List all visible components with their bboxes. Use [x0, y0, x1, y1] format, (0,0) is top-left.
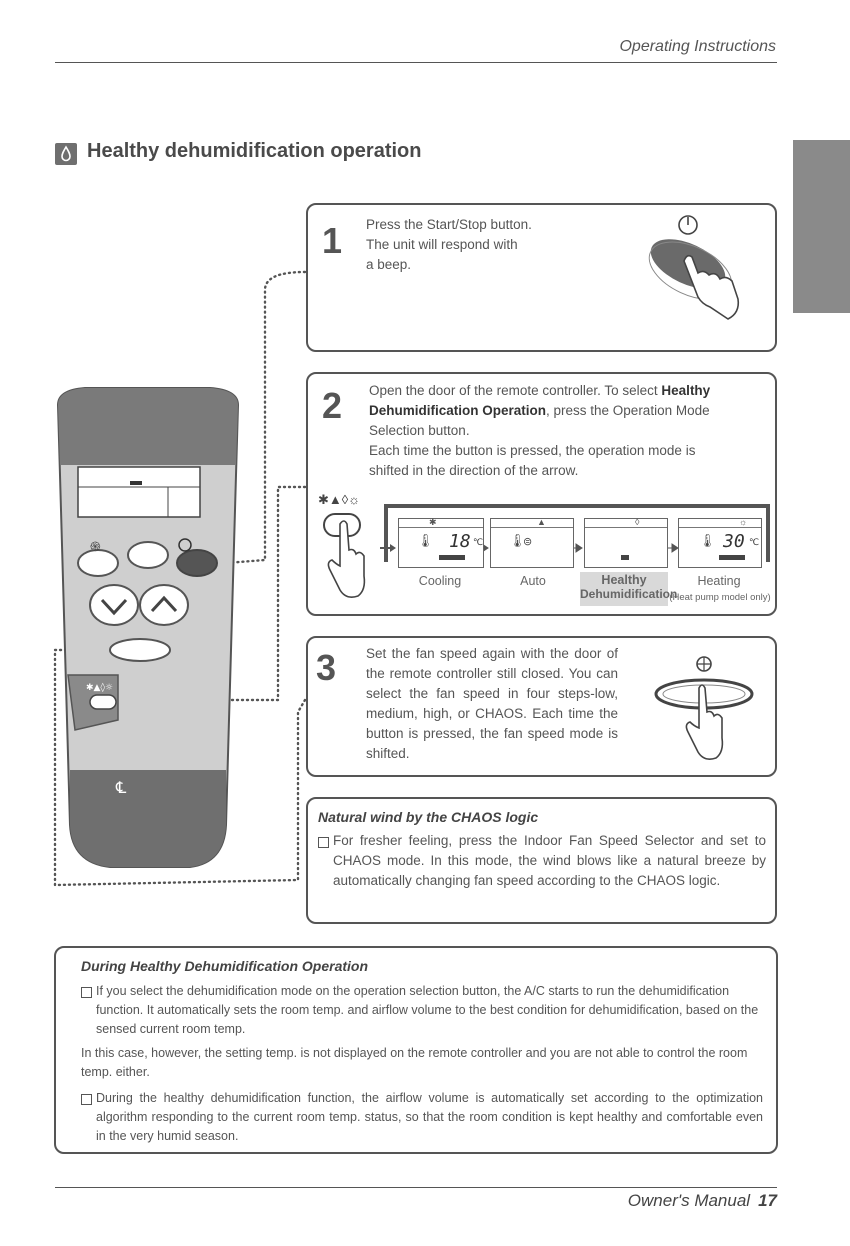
chaos-text: For fresher feeling, press the Indoor Fan Speed Selector and set to CHAOS mode. In this mode, the wind blows like a natural breeze by automatically changing fan speed according to the CHAOS logic. — [333, 833, 766, 888]
mode-icons: ✱▲◊☼ — [318, 492, 361, 507]
checkbox-bullet-icon — [81, 987, 92, 998]
step-2-text: Open the door of the remote controller. To select Healthy Dehumidification Operation, press the Operation Mode Selection button. Each time the button is pressed, the operation mode is shifted in the direction of the arrow. — [369, 383, 711, 478]
section-header: Operating Instructions — [619, 38, 776, 55]
page-number: 17 — [758, 1191, 777, 1210]
svg-text:℄: ℄ — [116, 778, 127, 797]
during-body — [81, 982, 763, 1146]
heating-note: (Heat pump model only) — [669, 592, 771, 603]
temp-heat: 30 — [723, 531, 745, 552]
during-title: During Healthy Dehumidification Operation — [81, 958, 369, 974]
during-item-2: During the healthy dehumidification function, the airflow volume is automatically set according to the optimization algorithm responding to the current room temp. status, so that the room condition is kept healthy and comfortable even in the very humid season. — [81, 1089, 763, 1146]
checkbox-bullet-icon — [318, 837, 329, 848]
mode-heating-label: Heating — [697, 574, 741, 588]
step-3-box — [306, 636, 777, 777]
during-item-1: If you select the dehumidification mode on the operation selection button, the A/C starts to run the dehumidification function. It automatically sets the room temp. and airflow volume to the best condition for dehumidification, based on the sensed current room temp. — [81, 982, 763, 1039]
during-paragraph: In this case, however, the setting temp. is not displayed on the remote controller and you are not able to control the room temp. either. — [81, 1046, 748, 1079]
step-1-box — [306, 203, 777, 352]
step-3-number: 3 — [316, 647, 337, 688]
svg-text:✱▲◊☼: ✱▲◊☼ — [86, 683, 113, 693]
step-3-text: Set the fan speed again with the door of the remote controller still closed. You can select the fan speed in four steps-low, medium, high, or CHAOS. Each time the button is pressed, the fan speed mode is shifted. — [366, 646, 618, 761]
step-1-text: Press the Start/Stop button. The unit will respond with a beep. — [366, 217, 532, 272]
unit-heat: ℃ — [749, 537, 760, 547]
auto-icon: ▲ — [537, 517, 546, 527]
page-title: Healthy dehumidification operation — [87, 140, 422, 162]
fan-button-press-icon — [648, 648, 758, 772]
chaos-box — [306, 797, 777, 924]
step-2-number: 2 — [322, 385, 343, 426]
chaos-item — [318, 831, 766, 891]
fan-bar — [621, 555, 629, 560]
fan-bar — [719, 555, 745, 560]
auto-fan-icon: ⊜ — [523, 536, 533, 548]
during-box — [54, 946, 778, 1154]
fan-bar — [439, 555, 465, 560]
lcd-heating — [678, 518, 762, 568]
lcd-healthy — [584, 518, 668, 568]
mode-button-press-icon — [318, 506, 378, 602]
thermometer-icon: 🌡 — [509, 533, 526, 548]
start-stop-press-icon — [638, 209, 758, 339]
checkbox-bullet-icon — [81, 1094, 92, 1105]
drop-icon: ◊ — [635, 517, 640, 527]
sun-icon: ☼ — [739, 517, 748, 527]
lcd-cooling — [398, 518, 484, 568]
step-1-number: 1 — [322, 220, 343, 261]
mode-cooling-label: Cooling — [418, 574, 462, 588]
temp-cool: 18 — [449, 531, 471, 552]
mode-healthy-highlight: Healthy Dehumidification — [580, 572, 668, 606]
snowflake-icon: ✱ — [429, 517, 437, 527]
thermometer-icon: 🌡 — [699, 533, 716, 548]
lcd-auto — [490, 518, 574, 568]
chaos-title: Natural wind by the CHAOS logic — [318, 809, 539, 825]
thermometer-icon: 🌡 — [417, 533, 434, 548]
footer-rule — [55, 1187, 777, 1188]
mode-auto-label: Auto — [520, 574, 546, 588]
footer: Owner's Manual 17 — [627, 1191, 777, 1210]
svg-text:֍: ֍ — [90, 540, 101, 555]
unit-cool: ℃ — [473, 537, 484, 547]
remote-controller — [50, 385, 250, 885]
